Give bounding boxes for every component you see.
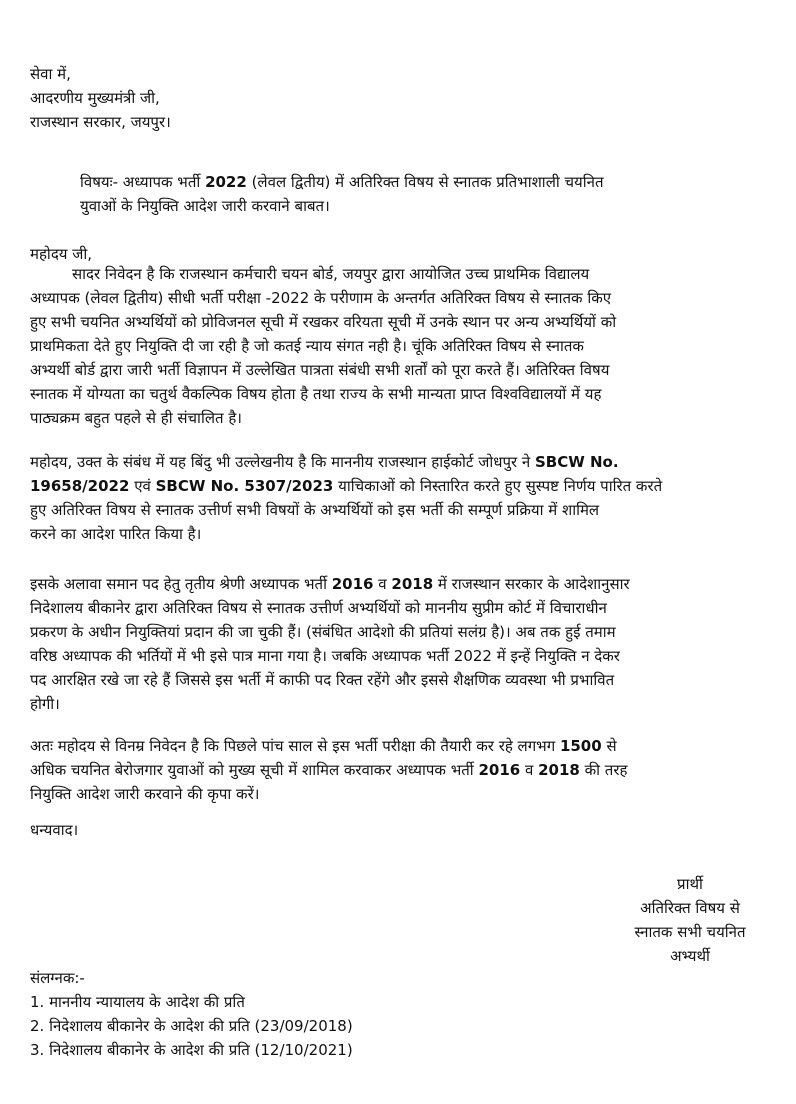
signature-block bbox=[610, 872, 770, 968]
paragraph-text: व bbox=[520, 761, 539, 779]
signature-line: अतिरिक्त विषय से bbox=[640, 899, 740, 917]
paragraph-line: वरिष्ठ अध्यापक की भर्तियों में भी इसे पात्र माना गया है। जबकि अध्यापक भर्ती 2022 में इन्हें नियुक्ति न देकर bbox=[30, 647, 620, 665]
paragraph-line: हुए अतिरिक्त विषय से स्नातक उत्तीर्ण सभी विषयों के अभ्यर्थियों को इस भर्ती की सम्पूर्ण प्रक्रिया में शामिल bbox=[30, 501, 600, 519]
paragraph-4 bbox=[30, 734, 770, 806]
paragraph-text: इसके अलावा समान पद हेतु तृतीय श्रेणी अध्यापक भर्ती bbox=[30, 575, 332, 593]
subject-line: युवाओं के नियुक्ति आदेश जारी करवाने बाबत। bbox=[80, 197, 330, 215]
paragraph-1 bbox=[30, 262, 770, 430]
subject-line bbox=[80, 170, 760, 194]
paragraph-3 bbox=[30, 572, 770, 716]
paragraph-text: एवं bbox=[129, 477, 156, 495]
paragraph-line: प्रकरण के अधीन नियुक्तियां प्रदान की जा चुकी हैं। (संबंधित आदेशो की प्रतियां सलंग्र है)। अब तक हुई तमाम bbox=[30, 623, 616, 641]
paragraph-line: सादर निवेदन है कि राजस्थान कर्मचारी चयन बोर्ड, जयपुर द्वारा आयोजित उच्च प्राथमिक विद्यालय bbox=[72, 265, 590, 283]
year-text: 2016 bbox=[331, 575, 374, 593]
subject-block bbox=[80, 170, 760, 218]
paragraph-line bbox=[30, 572, 770, 596]
paragraph-line: अध्यापक (लेवल द्वितीय) सीधी भर्ती परीक्षा -2022 के परीणाम के अन्तर्गत अतिरिक्त विषय से स्नातक किए bbox=[30, 289, 612, 307]
paragraph-text: याचिकाओं को निस्तारित करते हुए सुस्पष्ट निर्णय पारित करते bbox=[333, 477, 663, 495]
enclosure-item: 1. माननीय न्यायालय के आदेश की प्रति bbox=[30, 993, 245, 1011]
paragraph-text: महोदय, उक्त के संबंध में यह बिंदु भी उल्लेखनीय है कि माननीय राजस्थान हाईकोर्ट जोधपुर ने bbox=[30, 453, 535, 471]
paragraph-line bbox=[30, 450, 770, 474]
paragraph-line: अभ्यर्थी बोर्ड द्वारा जारी भर्ती विज्ञापन में उल्लेखित पात्रता संबंधी सभी शर्तों को पूरा करते हैं। अतिरिक्त विषय bbox=[30, 361, 610, 379]
signature-line: स्नातक सभी चयनित bbox=[634, 923, 746, 941]
address-line: आदरणीय मुख्यमंत्री जी, bbox=[30, 89, 160, 107]
year-text: 2018 bbox=[391, 575, 434, 593]
recipient-address bbox=[30, 62, 770, 134]
paragraph-line: होगी। bbox=[30, 695, 60, 713]
enclosure-item: 3. निदेशालय बीकानेर के आदेश की प्रति (12/10/2021) bbox=[30, 1041, 353, 1059]
year-text: 2018 bbox=[538, 761, 580, 779]
case-number: 19658/2022 bbox=[30, 477, 130, 495]
closing-thanks: धन्यवाद। bbox=[30, 821, 79, 839]
signature-line: प्रार्थी bbox=[677, 875, 703, 893]
paragraph-line: हुए सभी चयनित अभ्यर्थियों को प्रोविजनल सूची में रखकर वरियता सूची में उनके स्थान पर अन्य अभ्यर्थियों को bbox=[30, 313, 617, 331]
salutation: महोदय जी, bbox=[30, 245, 93, 263]
address-line: सेवा में, bbox=[30, 65, 71, 83]
paragraph-line bbox=[30, 758, 770, 782]
paragraph-text: में राजस्थान सरकार के आदेशानुसार bbox=[433, 575, 630, 593]
paragraph-line: नियुक्ति आदेश जारी करवाने की कृपा करें। bbox=[30, 785, 260, 803]
paragraph-line: निदेशालय बीकानेर द्वारा अतिरिक्त विषय से स्नातक उत्तीर्ण अभ्यर्थियों को माननीय सुप्रीम कोर्ट में विचाराधीन bbox=[30, 599, 607, 617]
enclosures bbox=[30, 966, 770, 1062]
year-text: 2016 bbox=[478, 761, 521, 779]
subject-text: (लेवल द्वितीय) में अतिरिक्त विषय से स्नातक प्रतिभाशाली चयनित bbox=[246, 173, 604, 191]
paragraph-text: से bbox=[601, 737, 617, 755]
paragraph-line: स्नातक में योग्यता का चतुर्थ वैकल्पिक विषय होता है तथा राज्य के सभी मान्यता प्राप्त विश्वविद्यालयों में यह bbox=[30, 385, 602, 403]
subject-text: विषयः- अध्यापक भर्ती bbox=[80, 173, 206, 191]
subject-year: 2022 bbox=[205, 173, 247, 191]
address-line: राजस्थान सरकार, जयपुर। bbox=[30, 113, 171, 131]
paragraph-text: अधिक चयनित बेरोजगार युवाओं को मुख्य सूची में शामिल करवाकर अध्यापक भर्ती bbox=[30, 761, 479, 779]
paragraph-line: पाठ्यक्रम बहुत पहले से ही संचालित है। bbox=[30, 409, 242, 427]
paragraph-text: अतः महोदय से विनम्र निवेदन है कि पिछले पांच साल से इस भर्ती परीक्षा की तैयारी कर रहे लगभग bbox=[30, 737, 560, 755]
enclosures-heading: संलग्नक:- bbox=[30, 969, 85, 987]
paragraph-text: व bbox=[373, 575, 392, 593]
count-text: 1500 bbox=[559, 737, 602, 755]
paragraph-line bbox=[30, 474, 770, 498]
enclosure-item: 2. निदेशालय बीकानेर के आदेश की प्रति (23/09/2018) bbox=[30, 1017, 353, 1035]
paragraph-line: करने का आदेश पारित किया है। bbox=[30, 525, 202, 543]
paragraph-line: पद आरक्षित रखे जा रहे हैं जिससे इस भर्ती में काफी पद रिक्त रहेंगे और इससे शैक्षणिक व्यवस्था भी प्रभावित bbox=[30, 671, 615, 689]
case-number: SBCW No. bbox=[534, 453, 619, 471]
paragraph-text: की तरह bbox=[579, 761, 628, 779]
paragraph-2 bbox=[30, 450, 770, 546]
paragraph-line bbox=[30, 734, 770, 758]
signature-line: अभ्यर्थी bbox=[670, 947, 710, 965]
case-number: SBCW No. 5307/2023 bbox=[155, 477, 334, 495]
paragraph-line: प्राथमिकता देते हुए नियुक्ति दी जा रही है जो कतई न्याय संगत नही है। चूंकि अतिरिक्त विषय से स्नातक bbox=[30, 337, 584, 355]
